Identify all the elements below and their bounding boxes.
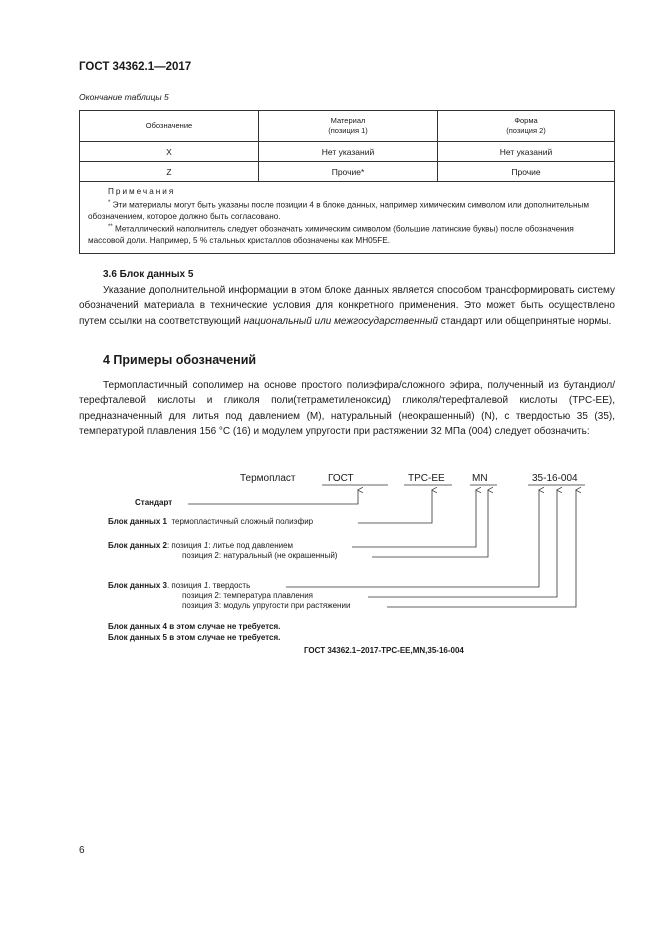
table-cell: Нет указаний: [259, 142, 438, 162]
section-3-6-paragraph: Указание дополнительной информации в этом блоке данных является способом трансформировать систему обозначений материала в технические условия для конкретного применения. Это может быть осуществлено путем ссылки на соответствующий национальный или межгосударственный стандарт или общепринятые нормы.: [79, 285, 615, 327]
standard-arrow: [188, 490, 358, 504]
section-4-heading: 4 Примеры обозначений: [103, 353, 257, 367]
block2-pos1-arrow: [352, 490, 476, 547]
table-cell: Нет указаний: [438, 142, 615, 162]
label-block3-pos2: позиция 2: температура плавления: [182, 591, 313, 600]
table-cell: Прочие*: [259, 162, 438, 182]
label-block3-pos3: позиция 3: модуль упругости при растяжении: [182, 601, 351, 610]
note-2: ** Металлический наполнитель следует обозначать химическим символом (большие латинские буквы) после обозначения массовой доли. Например, 5 % стальных кристаллов обозначены как MH05FE.: [88, 224, 574, 246]
block3-pos3-arrow: [387, 490, 576, 607]
document-header: ГОСТ 34362.1—2017: [79, 61, 192, 73]
label-block3-pos1: Блок данных 3. позиция 1. твердость: [108, 581, 251, 590]
designation-thermoplast: Термопласт: [240, 473, 296, 484]
page-number: 6: [79, 845, 85, 856]
col-header-form: Форма (позиция 2): [438, 111, 615, 142]
full-designation: ГОСТ 34362.1–2017-TPC-EE,MN,35-16-004: [304, 646, 464, 655]
label-block2-pos2: позиция 2: натуральный (не окрашенный): [182, 551, 338, 560]
designation-mn: MN: [472, 473, 488, 484]
block1-arrow: [358, 490, 432, 523]
label-block4: Блок данных 4 в этом случае не требуется.: [108, 622, 281, 631]
block3-pos2-arrow: [368, 490, 557, 597]
note-1: * Эти материалы могут быть указаны после позиции 4 в блоке данных, например химическим символом или дополнительным обозначением, которое должно быть согласовано.: [88, 199, 589, 221]
table-cell: Прочие: [438, 162, 615, 182]
section-3-6-heading: 3.6 Блок данных 5: [103, 269, 194, 280]
section-4-paragraph: Термопластичный сополимер на основе простого полиэфира/сложного эфира, полученный из бутандиол/терефталевой кислоты и гликоля поли(тетраметиленоксид) гликоля/терефталевой кислоты (TPC-EE), предназначенный для литья под давлением (M), натуральный (неокрашенный) (N), с твердостью 35 (35), температурой плавления 156 °С (16) и модулем упругости при растяжении 32 МПа (004) следует обозначить:: [79, 380, 615, 438]
table-cell: Z: [80, 162, 259, 182]
label-block2-pos1: Блок данных 2: позиция 1: литье под давлением: [108, 541, 294, 550]
designation-tpc-ee: TPC-EE: [408, 473, 445, 484]
notes-heading: Примечания: [108, 187, 176, 196]
col-header-designation: Обозначение: [80, 111, 259, 142]
label-block1: Блок данных 1 термопластичный сложный полиэфир: [108, 517, 314, 526]
table-caption: Окончание таблицы 5: [79, 92, 169, 102]
designation-gost: ГОСТ: [328, 473, 354, 484]
label-block5: Блок данных 5 в этом случае не требуется.: [108, 633, 281, 642]
block3-pos1-arrow: [286, 490, 539, 587]
designation-numbers: 35-16-004: [532, 473, 578, 484]
label-standard: Стандарт: [135, 498, 173, 507]
table-cell: X: [80, 142, 259, 162]
col-header-material: Материал (позиция 1): [259, 111, 438, 142]
